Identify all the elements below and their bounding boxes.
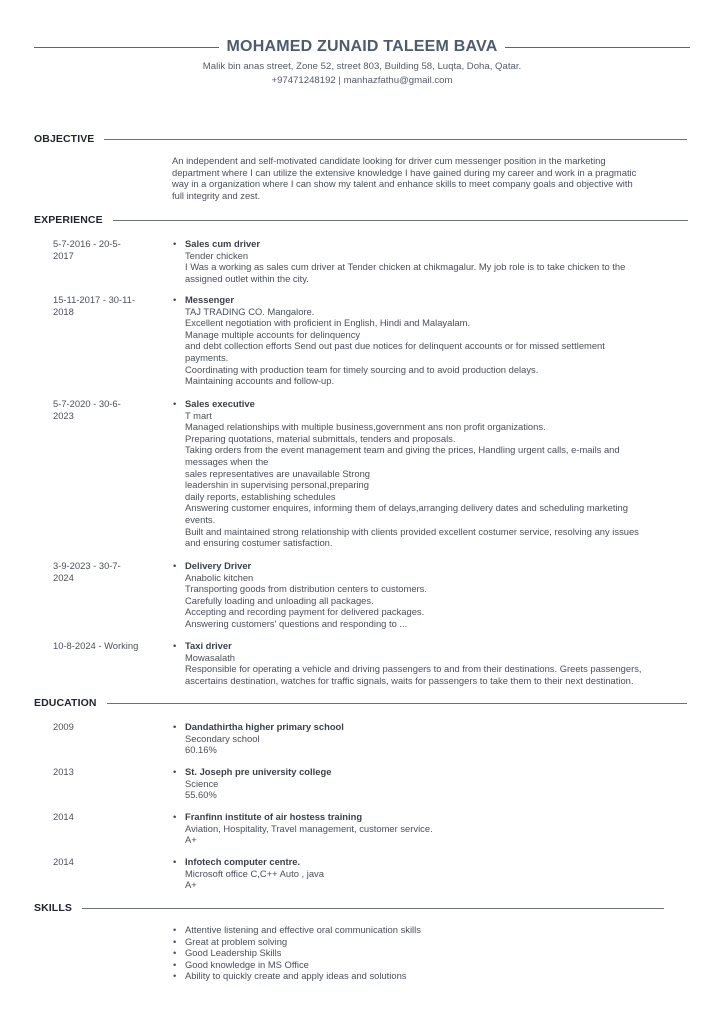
entry-line: Excellent negotiation with proficient in English, Hindi and Malayalam. (185, 317, 471, 329)
entry-line: payments. (185, 351, 229, 363)
entry-line: Secondary school (185, 732, 260, 744)
entry-line: Coordinating with production team for timely sourcing and to avoid production delays. (185, 363, 539, 375)
education-heading: EDUCATION (34, 697, 97, 709)
entry-line: Responsible for operating a vehicle and driving passengers to and from their destinations. Greets passengers, (185, 663, 642, 675)
objective-text (172, 155, 687, 201)
entry-line: TAJ TRADING CO. Mangalore. (185, 305, 315, 317)
skills-rule (82, 908, 664, 909)
experience-heading: EXPERIENCE (34, 214, 103, 226)
skill-item: • Ability to quickly create and apply ideas and solutions (185, 970, 421, 982)
entry-line: Answering customer enquires, informing them of delays,arranging delivery dates and scheduling marketing (185, 502, 628, 514)
entry-title: • Sales cum driver (185, 238, 685, 250)
entry-line: Built and maintained strong relationship with clients provided excellent costumer service, resolving any issues (185, 525, 639, 537)
entry-content (185, 856, 685, 891)
entry-date (53, 640, 145, 652)
entry-line: Carefully loading and unloading all packages. (185, 594, 374, 606)
date-line: 2014 (53, 811, 74, 822)
entry-line: Preparing quotations, material submittals, tenders and proposals. (185, 432, 456, 444)
entry-line: I Was a working as sales cum driver at Tender chicken at chikmagalur. My job role is to take chicken to the (185, 261, 626, 273)
objective-heading: OBJECTIVE (34, 133, 95, 145)
objective-rule (104, 139, 687, 140)
entry-line: and ensuring costumer satisfaction. (185, 537, 333, 549)
entry-date (53, 294, 145, 317)
entry-title: • Sales executive (185, 398, 685, 410)
date-line: 2014 (53, 856, 74, 867)
entry-line: Maintaining accounts and follow-up. (185, 375, 335, 387)
education-rule (107, 703, 687, 704)
entry-date (53, 721, 145, 733)
entry-line: daily reports, establishing schedules (185, 490, 336, 502)
address: Malik bin anas street, Zone 52, street 803, Building 58, Luqta, Doha, Qatar. (202, 61, 522, 72)
entry-date (53, 238, 145, 261)
entry-title: • Infotech computer centre. (185, 856, 685, 868)
candidate-name: MOHAMED ZUNAID TALEEM BAVA (226, 38, 498, 55)
objective-line: An independent and self-motivated candidate looking for driver cum messenger position in the marketing (172, 155, 606, 166)
skill-item: • Attentive listening and effective oral communication skills (185, 924, 421, 936)
entry-line: Science (185, 777, 219, 789)
skill-item: • Good Leadership Skills (185, 947, 421, 959)
skills-list (185, 924, 421, 982)
entry-line: Manage multiple accounts for delinquency (185, 328, 361, 340)
entry-content (185, 721, 685, 756)
objective-line: department where I can utilize the extensive knowledge I have gained during my career and work in a pragmatic (172, 166, 637, 178)
entry-line: A+ (185, 834, 197, 846)
date-line: 2024 (53, 571, 74, 583)
entry-line: Tender chicken (185, 249, 249, 261)
entry-line: events. (185, 513, 216, 525)
entry-title: • Taxi driver (185, 640, 685, 652)
entry-line: 55.60% (185, 789, 217, 801)
entry-line: Answering customers' questions and responding to ... (185, 617, 408, 629)
entry-line: 60.16% (185, 744, 217, 756)
skills-heading-row (34, 902, 664, 914)
entry-line: Aviation, Hospitality, Travel management, customer service. (185, 822, 433, 834)
entry-date (53, 766, 145, 778)
entry-date (53, 560, 145, 583)
entry-line: Microsoft office C,C++ Auto , java (185, 867, 324, 879)
name-row (34, 38, 690, 56)
objective-heading-row (34, 133, 687, 145)
entry-title: • Franfinn institute of air hostess training (185, 811, 685, 823)
entry-line: Transporting goods from distribution centers to customers. (185, 583, 427, 595)
skill-item: • Great at problem solving (185, 936, 421, 948)
entry-line: and debt collection efforts Send out past due notices for delinquent accounts or for missed settlement (185, 340, 605, 352)
header-rule-left (34, 47, 219, 48)
entry-content (185, 766, 685, 801)
date-line: 2013 (53, 766, 74, 777)
entry-line: messages when the (185, 455, 269, 467)
entry-line: Anabolic kitchen (185, 571, 254, 583)
objective-line: way in a organization where I can show my talent and enhance skills to meet company goals and objective with (172, 178, 633, 190)
entry-title: • Dandathirtha higher primary school (185, 721, 685, 733)
entry-line: Accepting and recording payment for delivered packages. (185, 606, 425, 618)
entry-content (185, 398, 685, 549)
phone-email: +97471248192 | manhazfathu@gmail.com (271, 75, 453, 86)
date-line: 10-8-2024 - Working (53, 640, 139, 651)
entry-content (185, 294, 685, 387)
entry-title: • Delivery Driver (185, 560, 685, 572)
resume-header (34, 38, 690, 88)
date-line: 5-7-2020 - 30-6- (53, 398, 121, 409)
date-line: 2023 (53, 409, 74, 421)
entry-content (185, 811, 685, 846)
entry-line: Taking orders from the event management team and giving the prices, Handling urgent calls, e-mails and (185, 444, 620, 456)
entry-content (185, 640, 685, 686)
experience-heading-row (34, 214, 688, 226)
entry-date (53, 856, 145, 868)
skills-heading: SKILLS (34, 902, 72, 914)
entry-line: T mart (185, 409, 212, 421)
entry-title: • St. Joseph pre university college (185, 766, 685, 778)
education-heading-row (34, 697, 687, 709)
entry-date (53, 811, 145, 823)
objective-line: full integrity and zest. (172, 189, 261, 201)
entry-line: assigned outlet within the city. (185, 272, 309, 284)
entry-line: sales representatives are unavailable Strong (185, 467, 371, 479)
entry-content (185, 560, 685, 630)
entry-date (53, 398, 145, 421)
entry-title: • Messenger (185, 294, 685, 306)
entry-line: ascertains destination, watches for traffic signals, waits for passengers to take them to their next destination. (185, 674, 634, 686)
header-rule-right (505, 47, 690, 48)
date-line: 15-11-2017 - 30-11- (53, 294, 135, 305)
entry-line: A+ (185, 879, 197, 891)
date-line: 2009 (53, 721, 74, 732)
date-line: 2018 (53, 305, 74, 317)
date-line: 3-9-2023 - 30-7- (53, 560, 121, 571)
entry-line: Mowasalath (185, 651, 236, 663)
skill-item: • Good knowledge in MS Office (185, 959, 421, 971)
entry-line: leadershin in supervising personal,preparing (185, 479, 369, 491)
entry-content (185, 238, 685, 284)
entry-line: Managed relationships with multiple business,government ans non profit organizations. (185, 421, 546, 433)
date-line: 2017 (53, 249, 74, 261)
experience-rule (113, 220, 688, 221)
date-line: 5-7-2016 - 20-5- (53, 238, 121, 249)
